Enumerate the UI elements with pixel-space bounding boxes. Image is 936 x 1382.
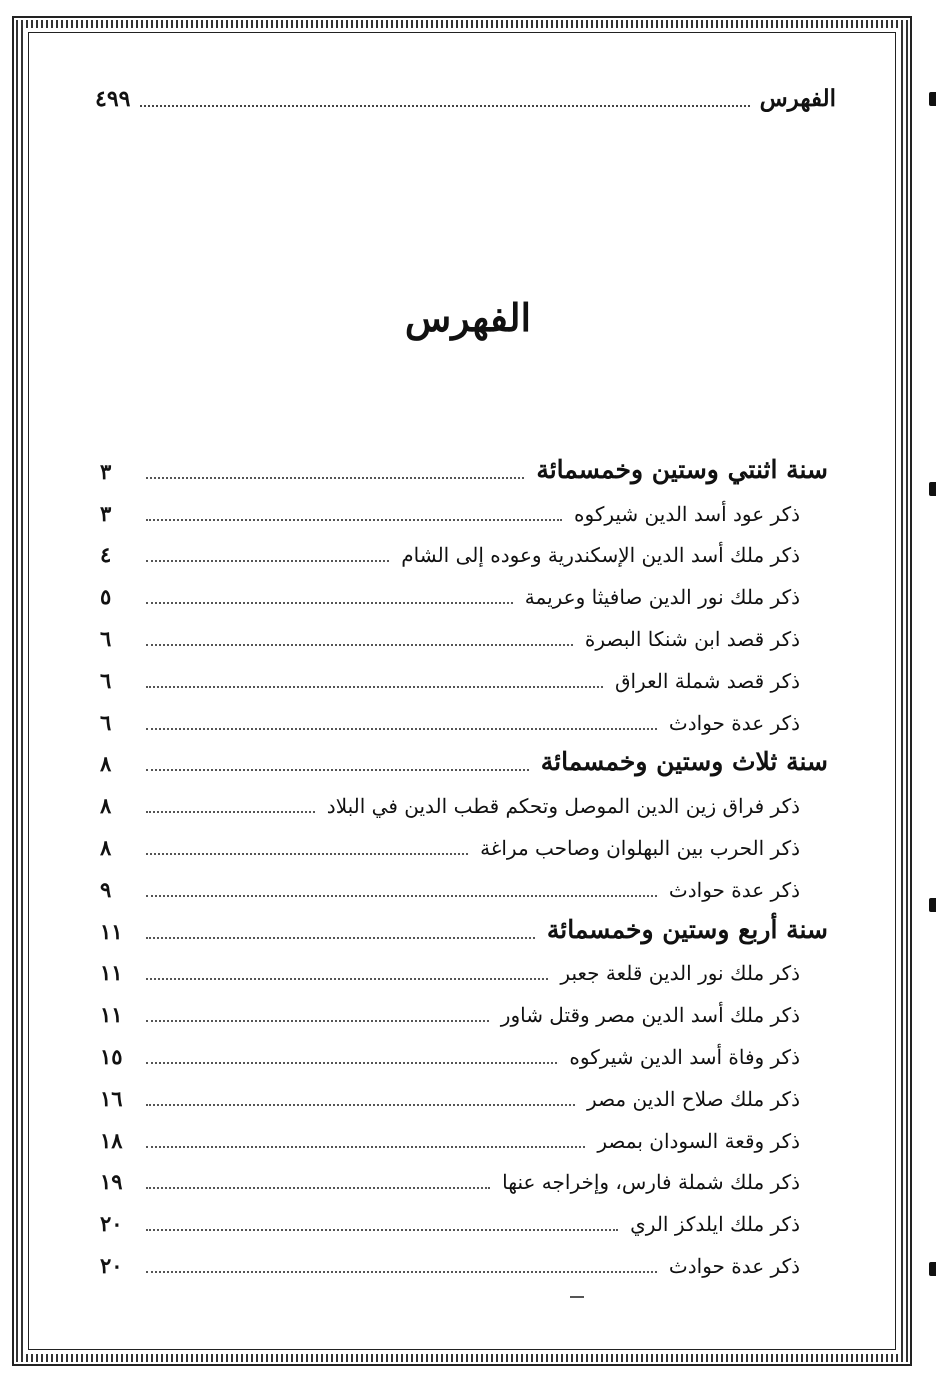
toc-entry[interactable] xyxy=(100,1117,828,1159)
toc-page-number: ١١ xyxy=(100,1002,123,1028)
toc-entry[interactable] xyxy=(100,532,828,574)
toc-dot-leader xyxy=(146,936,535,939)
toc-year-heading[interactable] xyxy=(100,448,828,490)
footer-mark xyxy=(570,1296,584,1298)
toc-entry-label: ذكر ملك أسد الدين الإسكندرية وعوده إلى الشام xyxy=(401,543,800,568)
toc-page-number: ٢٠ xyxy=(100,1211,123,1237)
toc-page-number: ١١ xyxy=(100,960,123,986)
toc-entry-label: ذكر قصد شملة العراق xyxy=(614,668,800,693)
toc-page-number: ٥ xyxy=(100,584,112,610)
toc-page-number: ١٩ xyxy=(100,1169,123,1195)
toc-entry[interactable] xyxy=(100,573,828,615)
toc-entry-label: ذكر الحرب بين البهلوان وصاحب مراغة xyxy=(480,835,800,860)
toc-entry-label: ذكر ملك أسد الدين مصر وقتل شاور xyxy=(500,1003,800,1028)
toc-dot-leader xyxy=(146,727,657,730)
toc-entry-label: ذكر ملك ايلدكز الري xyxy=(630,1212,800,1237)
toc-entry[interactable] xyxy=(100,950,828,992)
toc-entry-label: ذكر عدة حوادث xyxy=(668,877,800,902)
toc-page-number: ٨ xyxy=(100,834,112,860)
running-head-page-number: ٤٩٩ xyxy=(95,86,131,112)
scan-edge-mark xyxy=(929,482,936,496)
toc-dot-leader xyxy=(146,977,548,980)
toc-entry[interactable] xyxy=(100,1242,828,1284)
table-of-contents xyxy=(100,448,828,1284)
toc-entry[interactable] xyxy=(100,1159,828,1201)
page-title: الفهرس xyxy=(404,295,532,341)
toc-dot-leader xyxy=(146,894,657,897)
toc-dot-leader xyxy=(146,518,562,521)
toc-page-number: ٩ xyxy=(100,876,112,902)
toc-year-heading[interactable] xyxy=(100,908,828,950)
toc-heading-label: سنة ثلاث وستين وخمسمائة xyxy=(540,747,828,777)
toc-page-number: ٣ xyxy=(100,458,112,484)
toc-dot-leader xyxy=(146,559,389,562)
toc-entry[interactable] xyxy=(100,1033,828,1075)
toc-page-number: ١٨ xyxy=(100,1127,123,1153)
toc-page-number: ٦ xyxy=(100,625,112,651)
toc-entry-label: ذكر عود أسد الدين شيركوه xyxy=(574,501,800,526)
running-head-title: الفهرس xyxy=(759,85,836,112)
toc-entry[interactable] xyxy=(100,991,828,1033)
toc-page-number: ١٥ xyxy=(100,1043,123,1069)
toc-dot-leader xyxy=(146,1061,557,1064)
toc-dot-leader xyxy=(146,1019,489,1022)
toc-dot-leader xyxy=(146,643,573,646)
toc-page-number: ١٦ xyxy=(100,1085,123,1111)
toc-entry[interactable] xyxy=(100,866,828,908)
scan-edge-mark xyxy=(929,898,936,912)
toc-dot-leader xyxy=(146,1103,575,1106)
running-head xyxy=(95,82,836,112)
toc-entry-label: ذكر وقعة السودان بمصر xyxy=(597,1128,800,1153)
toc-entry-label: ذكر قصد ابن شنكا البصرة xyxy=(584,626,800,651)
toc-entry-label: ذكر ملك نور الدين صافيثا وعريمة xyxy=(524,585,800,610)
toc-entry-label: ذكر ملك صلاح الدين مصر xyxy=(587,1086,800,1111)
toc-entry[interactable] xyxy=(100,615,828,657)
toc-page-number: ٨ xyxy=(100,793,112,819)
toc-page-number: ٤ xyxy=(100,542,112,568)
running-head-leader xyxy=(140,104,749,107)
toc-page-number: ١١ xyxy=(100,918,123,944)
toc-dot-leader xyxy=(146,601,513,604)
toc-dot-leader xyxy=(146,685,603,688)
toc-dot-leader xyxy=(146,1270,657,1273)
toc-dot-leader xyxy=(146,476,524,479)
toc-heading-label: سنة أربع وستين وخمسمائة xyxy=(546,914,828,944)
toc-entry-label: ذكر ملك نور الدين قلعة جعبر xyxy=(560,961,800,986)
toc-page-number: ٦ xyxy=(100,667,112,693)
toc-dot-leader xyxy=(146,768,529,771)
toc-entry-label: ذكر وفاة أسد الدين شيركوه xyxy=(569,1044,800,1069)
toc-entry[interactable] xyxy=(100,1200,828,1242)
toc-page-number: ٢٠ xyxy=(100,1252,123,1278)
toc-entry-label: ذكر ملك شملة فارس، وإخراجه عنها xyxy=(502,1170,800,1195)
toc-entry[interactable] xyxy=(100,699,828,741)
toc-entry-label: ذكر عدة حوادث xyxy=(668,1253,800,1278)
scan-edge-mark xyxy=(929,92,936,106)
toc-page-number: ٦ xyxy=(100,709,112,735)
toc-page-number: ٣ xyxy=(100,500,112,526)
toc-entry[interactable] xyxy=(100,824,828,866)
toc-entry[interactable] xyxy=(100,782,828,824)
toc-heading-label: سنة اثنتي وستين وخمسمائة xyxy=(536,454,828,484)
scan-edge-mark xyxy=(929,1262,936,1276)
toc-entry[interactable] xyxy=(100,657,828,699)
toc-year-heading[interactable] xyxy=(100,741,828,783)
toc-dot-leader xyxy=(146,1228,618,1231)
toc-entry-label: ذكر عدة حوادث xyxy=(668,710,800,735)
toc-entry-label: ذكر فراق زين الدين الموصل وتحكم قطب الدين في البلاد xyxy=(326,794,800,819)
toc-page-number: ٨ xyxy=(100,751,112,777)
toc-dot-leader xyxy=(146,1145,585,1148)
toc-dot-leader xyxy=(146,852,468,855)
toc-dot-leader xyxy=(146,1186,490,1189)
toc-entry[interactable] xyxy=(100,490,828,532)
toc-dot-leader xyxy=(146,810,315,813)
toc-entry[interactable] xyxy=(100,1075,828,1117)
